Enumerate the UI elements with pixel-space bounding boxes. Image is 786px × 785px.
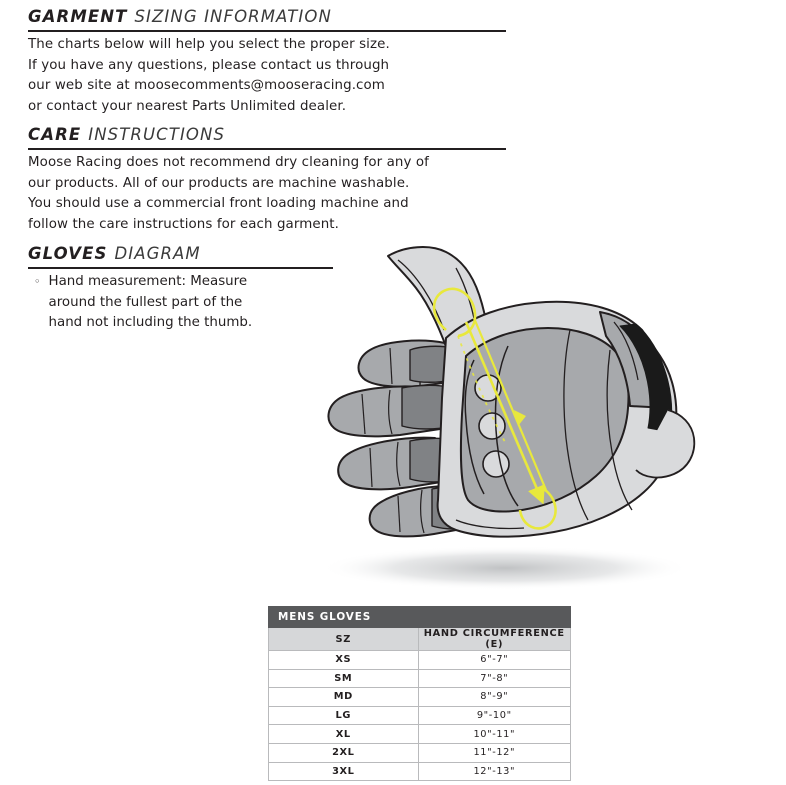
garment-heading-strong: GARMENT [28,7,128,26]
table-row [269,743,571,762]
care-line-1: Moose Racing does not recommend dry cleaning for any of [28,155,429,170]
row-circumference: 6"-7" [418,651,570,670]
row-size: SM [269,669,419,688]
garment-line-2: If you have any questions, please contact us through [28,57,390,73]
row-circumference: 11"-12" [418,743,570,762]
row-size: XS [269,651,419,670]
garment-paragraph [28,35,390,117]
table-title: MENS GLOVES [269,607,571,628]
row-size: 3XL [269,762,419,781]
table-title-row [269,607,571,628]
bullet-line-2: around the fullest part of the [48,294,243,310]
table-row [269,762,571,781]
bullet-line-1: Hand measurement: Measure [48,274,248,289]
row-circumference: 12"-13" [418,762,570,781]
gloves-heading-light: DIAGRAM [114,244,201,263]
glove-body [438,302,695,537]
table-row [269,669,571,688]
table-row [269,651,571,670]
care-paragraph [28,153,429,235]
table-row [269,688,571,707]
care-section-heading [28,125,225,144]
garment-heading-light: SIZING INFORMATION [134,7,332,26]
table-header-row [269,628,571,651]
row-size: MD [269,688,419,707]
care-line-2: our products. All of our products are machine washable. [28,175,410,191]
garment-section-heading [28,7,332,26]
table-row [269,725,571,744]
garment-line-3: our web site at moosecomments@mooseracing.com [28,78,385,93]
bullet-line-3: hand not including the thumb. [48,315,253,330]
gloves-section-heading [28,244,201,263]
garment-heading-rule [28,30,506,32]
row-size: LG [269,706,419,725]
row-circumference: 10"-11" [418,725,570,744]
column-header-circumference: HAND CIRCUMFERENCE (E) [418,628,570,651]
care-line-4: follow the care instructions for each garment. [28,216,339,232]
mens-gloves-size-table [268,606,571,781]
glove-measurement-diagram [270,238,730,593]
garment-line-1: The charts below will help you select the proper size. [28,37,390,52]
hand-measurement-text [49,272,264,334]
row-circumference: 7"-8" [418,669,570,688]
row-circumference: 8"-9" [418,688,570,707]
column-header-size: SZ [269,628,419,651]
gloves-heading-strong: GLOVES [28,244,108,263]
row-size: 2XL [269,743,419,762]
hand-measurement-bullet [34,272,264,334]
care-heading-strong: CARE [28,125,82,144]
table-row [269,706,571,725]
care-line-3: You should use a commercial front loading machine and [28,196,409,211]
care-heading-light: INSTRUCTIONS [88,125,226,144]
care-heading-rule [28,148,506,150]
garment-line-4: or contact your nearest Parts Unlimited dealer. [28,98,347,114]
row-size: XL [269,725,419,744]
row-circumference: 9"-10" [418,706,570,725]
bullet-circle-icon: ◦ [34,275,41,288]
glove-shadow [320,546,690,590]
